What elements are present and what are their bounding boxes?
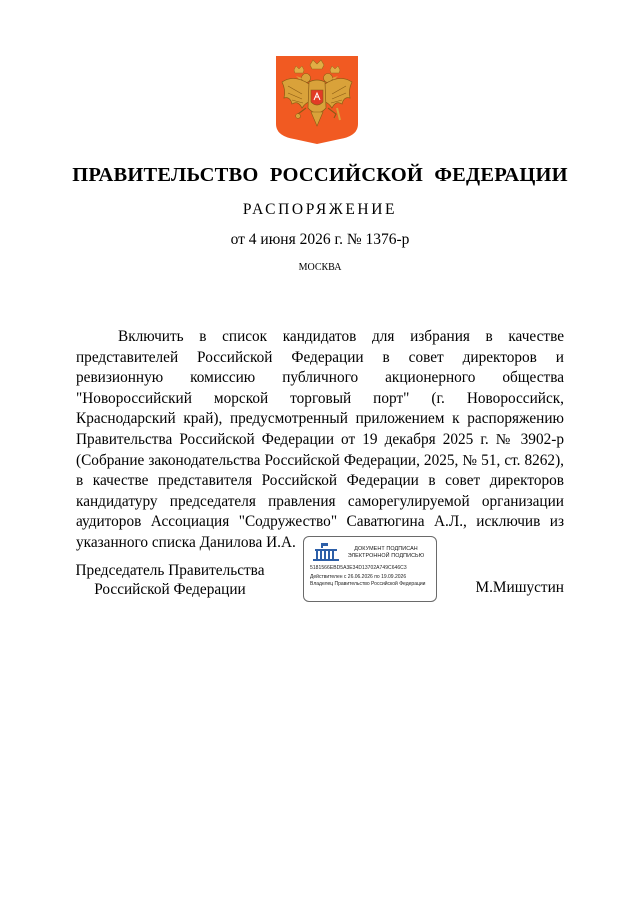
signer-position <box>70 561 270 599</box>
document-date-number: от 4 июня 2026 г. № 1376-р <box>230 231 410 248</box>
decree-text: Включить в список кандидатов для избрания в качестве представителей Российской Федерации в совет директоров и ревизионную комиссию публичного акционерного общества "Новороссийский морской торговый порт" (г. Новороссийск, Краснодарский край), предусмотренный приложением к распоряжению Правительства Российской Федерации от 19 декабря 2025 г. № 3902-р (Собрание законодательства Российской Федерации, 2025, № 51, ст. 8262), в качестве представителя Российской Федерации в совет директоров кандидатуру председателя правления саморегулируемой организации аудиторов Ассоциация "Содружество" Саватюгина А.Л., исключив из указанного списка Данилова И.А. <box>76 328 564 551</box>
government-title: ПРАВИТЕЛЬСТВО РОССИЙСКОЙ ФЕДЕРАЦИИ <box>72 164 568 186</box>
esign-validity: Действителен с 26.06.2026 по 19.09.2026 <box>310 574 407 580</box>
document-city: МОСКВА <box>298 262 342 273</box>
document-type: РАСПОРЯЖЕНИЕ <box>242 201 398 218</box>
signer-position-line2: Российской Федерации <box>94 581 246 598</box>
signer-position-line1: Председатель Правительства <box>75 562 265 579</box>
esign-certificate: 5181566EBD5A3E34D13702A749C646C3 <box>310 565 407 571</box>
esign-owner: Владелец Правительство Российской Федерации <box>310 581 426 587</box>
government-building-icon <box>311 542 341 562</box>
electronic-signature-stamp <box>303 536 437 602</box>
signer-name: М.Мишустин <box>475 579 564 596</box>
esign-heading: ДОКУМЕНТ ПОДПИСАН ЭЛЕКТРОННОЙ ПОДПИСЬЮ <box>347 546 425 559</box>
coat-of-arms-icon <box>276 56 358 144</box>
